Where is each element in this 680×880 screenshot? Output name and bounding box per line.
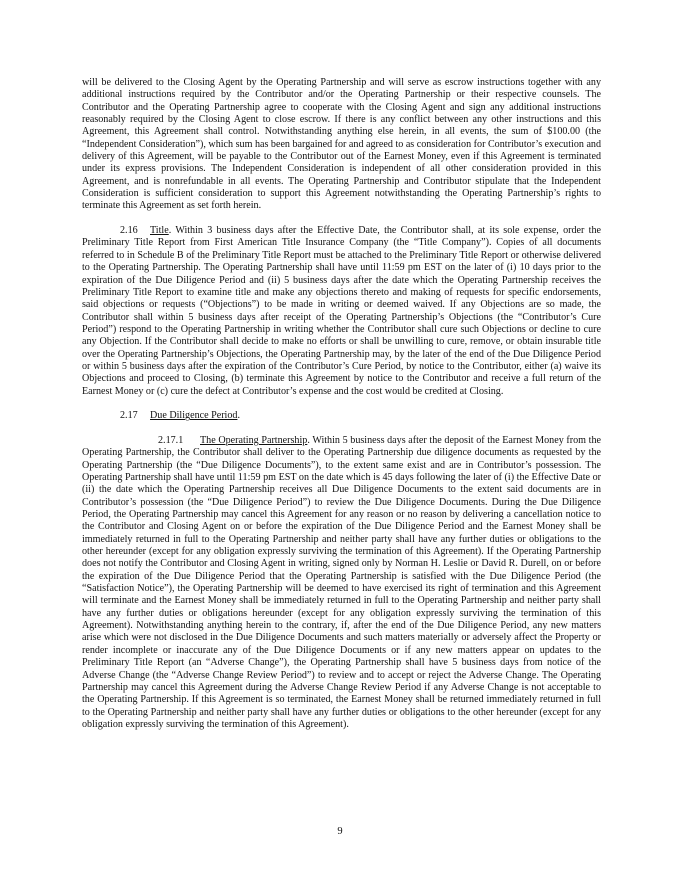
section-number: 2.16 (120, 225, 138, 237)
document-body (82, 77, 601, 731)
section-number: 2.17 (120, 410, 138, 422)
paragraph-text: will be delivered to the Closing Agent by the Operating Partnership and will serve as escrow instructions together with any additional instructions required by the Contributor and/or the Operating Partnership or their respective counsels. The Contributor and the Operating Partnership agree to cooperate with the Closing Agent and sign any additional instructions reasonably required by the Closing Agent to close escrow. If there is any conflict between any other instructions and this Agreement, this Agreement shall control. Notwithstanding anything else herein, in all events, the sum of $100.00 (the “Independent Consideration”), which sum has been bargained for and agreed to as consideration for Contributor’s execution and delivery of this Agreement, will be payable to the Contributor out of the Earnest Money, even if this Agreement is terminated under its express provisions. The Independent Consideration is independent of all other consideration provided in this Agreement, and is nonrefundable in all events. The Operating Partnership and Contributor stipulate that the Independent Consideration is sufficient consideration to support this Agreement notwithstanding the Operating Partnership’s rights to terminate this Agreement as set forth herein. (82, 77, 602, 212)
section-2-17-1-operating-partnership (82, 435, 601, 731)
page-number: 9 (337, 826, 343, 837)
section-heading-end: . (237, 410, 240, 422)
section-2-16-title (82, 225, 601, 398)
section-text: . Within 3 business days after the Effective Date, the Contributor shall, at its sole expense, order the Preliminary Title Report from First American Title Insurance Company (the “Title Company”). Copies of all documents referred to in Schedule B of the Preliminary Title Report must be attached to the Preliminary Title Report or otherwise delivered to the Operating Partnership. The Operating Partnership shall have until 11:59 pm EST on the later of (i) 10 days prior to the expiration of the Due Diligence Period and (ii) 5 business days after the date which the Operating Partnership receives the Preliminary Title Report to examine title and make any objections thereto and making of requests for specific endorsements, said objections or requests (“Objections”) to be made in writing or deemed waived. If any Objections are so made, the Contributor shall within 5 business days after receipt of the Operating Partnership’s Objections (the “Contributor’s Cure Period”) respond to the Operating Partnership in writing whether the Contributor shall cure such Objections or decline to cure any Objection. If the Contributor shall decide to make no efforts or shall be unwilling to cure, remove, or obtain insurable title over the Operating Partnership’s Objections, the Operating Partnership may, by the later of the end of the Due Diligence Period or within 5 business days after the expiration of the Contributor’s Cure Period, by notice to the Contributor, either (a) waive its Objections and proceed to Closing, (b) terminate this Agreement by notice to the Contributor and receive a full return of the Earnest Money or (c) cure the defect at Contributor’s expense and the cost would be credited at Closing. (82, 225, 601, 397)
subsection-heading: The Operating Partnership (200, 434, 308, 446)
paragraph-escrow-instructions (82, 77, 601, 213)
subsection-text: . Within 5 business days after the deposit of the Earnest Money from the Operating Partnership, the Contributor shall deliver to the Operating Partnership due diligence documents as requested by the Operating Partnership (the “Due Diligence Documents”), to the extent same exist and are in Contributor’s possession. The Operating Partnership shall have until 11:59 pm EST on the date which is 45 days following the later of (i) the Effective Date or (ii) the date which the Operating Partnership receives all Due Diligence Documents to the extent said documents are in Contributor’s possession (the “Due Diligence Period”) to review the Due Diligence Documents. During the Due Diligence Period, the Operating Partnership may cancel this Agreement for any reason or no reason by delivering a cancellation notice to the Contributor and Closing Agent on or before the expiration of the Due Diligence Period and the Earnest Money shall be immediately returned in full to the Operating Partnership and neither party shall have any further duties or obligations to the other hereunder (except for any obligation expressly surviving the termination of this Agreement). If the Operating Partnership does not notify the Contributor and Closing Agent in writing, signed only by Norman H. Leslie or David R. Durell, on or before the expiration of the Due Diligence Period that the Operating Partnership is satisfied with the Due Diligence Period (the “Satisfaction Notice”), the Operating Partnership will be deemed to have exercised its right of termination and this Agreement will terminate and the Earnest Money shall be immediately returned in full to the Operating Partnership and neither party shall have any further duties or obligations hereunder (except for any obligation expressly surviving the termination of this Agreement). Notwithstanding anything herein to the contrary, if, after the end of the Due Diligence Period, any new matters arise which were not disclosed in the Due Diligence Documents and such matters materially or adversely affect the Property or render incomplete or inaccurate any of the Due Diligence Documents or if any new matters appear on updates to the Preliminary Title Report (an “Adverse Change”), the Operating Partnership shall have 5 business days from notice of the Adverse Change (the “Adverse Change Review Period”) to review and to accept or reject the Adverse Change. The Operating Partnership may cancel this Agreement during the Adverse Change Review Period if any Adverse Change is not acceptable to the Operating Partnership. If this Agreement is so terminated, the Earnest Money shall be returned immediately returned in full to the Operating Partnership and neither party shall have any further duties or obligations to the other hereunder (except for any obligation expressly surviving the termination of this Agreement). (82, 434, 601, 730)
section-heading: Due Diligence Period (150, 410, 238, 422)
subsection-number: 2.17.1 (158, 434, 184, 446)
section-2-17-due-diligence (82, 410, 601, 422)
section-heading: Title (150, 225, 169, 237)
